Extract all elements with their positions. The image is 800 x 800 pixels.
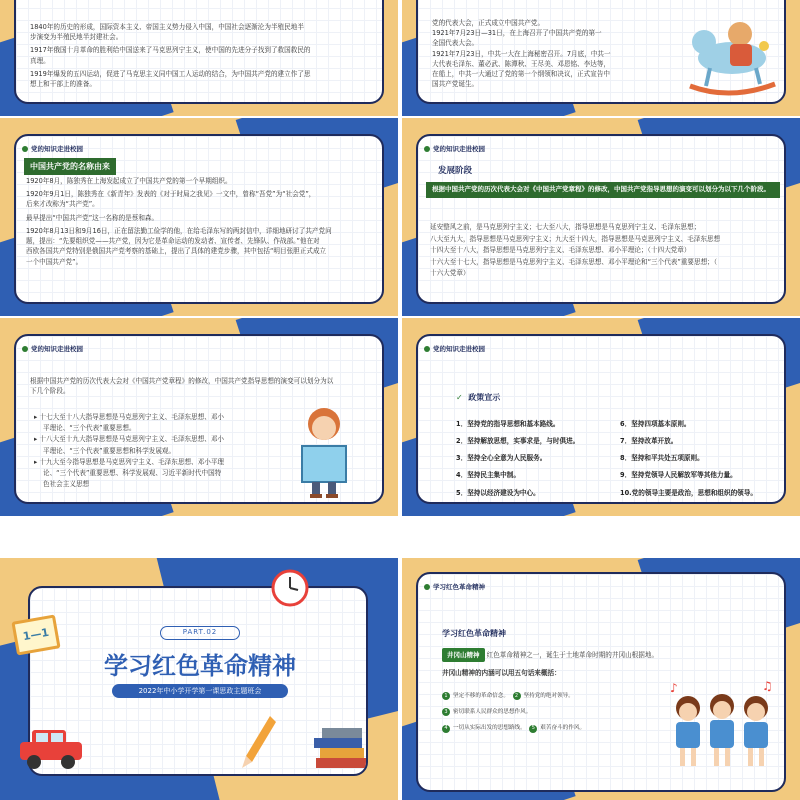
svg-text:♪: ♪ <box>670 681 678 695</box>
text-line: 国共产党诞生。 <box>432 80 479 89</box>
slide-8-intro: 井冈山精神的内涵可以用五句话来概括： <box>442 669 561 677</box>
text-line: 步演变为半殖民地半封建社会。 <box>30 33 123 42</box>
list-item-text: 色社会主义思想 <box>43 480 90 489</box>
slide-8-list <box>442 688 642 737</box>
slide-4-text <box>430 222 782 280</box>
slide-6-right-list <box>620 416 784 502</box>
text-line: 真理。 <box>30 56 50 65</box>
list-item-text: 十九大至今指导思想是马克思列宁主义、毛泽东思想、邓小平理 <box>39 457 225 466</box>
text-line: 1921年7月23日—31日，在上海召开了中国共产党的第一 <box>432 29 602 38</box>
list-item: ▸ 十七大至十八大指导思想是马克思列宁主义、毛泽东思想、邓小 <box>34 413 225 421</box>
section-subtitle: 2022年中小学开学第一课思政主题班会 <box>112 684 288 698</box>
text-line: 1840年的历史的形成，国际资本主义、帝国主义势力侵入中国，中国社会逐渐沦为半殖民地半 <box>30 23 304 31</box>
list-item <box>442 704 642 720</box>
list-item-text: 论、“三个代表”重要思想、科学发展观、习近平新时代中国特 <box>43 469 222 478</box>
slide-7[interactable] <box>0 558 398 800</box>
slide-2-text <box>432 18 682 90</box>
slide-tag <box>424 582 485 591</box>
heading-text: 政策宣示 <box>468 393 501 402</box>
text-line: 根据中国共产党的历次代表大会对《中国共产党章程》的修改，中国共产党指导思想的演变可以划分为以 <box>30 377 334 385</box>
slide-6-left-list <box>456 416 616 502</box>
slide-5-intro <box>30 376 382 396</box>
text-line: 下几个阶段。 <box>30 387 70 396</box>
tag-dot-icon <box>424 584 430 590</box>
toy-car-illustration <box>16 726 86 770</box>
text-line: 延安整风之前，是马克思列宁主义；七大至八大，指导思想是马克思列宁主义、毛泽东思想； <box>430 223 701 231</box>
list-item: ▸ 十八大至十九大指导思想是马克思列宁主义、毛泽东思想、邓小 <box>34 435 225 444</box>
list-item: 9．坚持党领导人民解放军等其他力量。 <box>620 471 737 480</box>
slide-4-card <box>416 134 786 304</box>
part-label: PART.02 <box>160 626 240 640</box>
slide-6[interactable] <box>402 318 800 516</box>
slide-tag <box>424 344 485 353</box>
text-line: 在船上，中共一大通过了党的第一个纲领和决议，正式宣告中 <box>432 70 611 79</box>
tag-label: 学习红色革命精神 <box>433 583 485 591</box>
clock-icon <box>270 568 310 608</box>
list-item: 3．坚持全心全意为人民服务。 <box>456 454 547 463</box>
list-item <box>442 688 642 704</box>
tag-dot-icon <box>424 346 430 352</box>
slide-6-card <box>416 334 786 504</box>
text-line: 党的代表大会，正式成立中国共产党。 <box>432 19 545 27</box>
text-line: 题，提出：“先要组织党——共产党，因为它是革命运动的发动者、宣传者、先锋队、作战部。”他在对 <box>26 237 320 246</box>
text-line: 1920年8月13日和9月16日，正在留法勤工俭学的他，在给毛泽东写的两封信中，详细地研讨了共产党问 <box>26 226 332 235</box>
number-card: 1—1 <box>11 614 60 655</box>
text-line: 十六大至十七大，指导思想是马克思列宁主义、毛泽东思想、邓小平理论和“三个代表”重要思想；（ <box>430 257 718 266</box>
tag-label: 党的知识走进校园 <box>31 345 83 353</box>
slide-3-heading <box>24 158 116 175</box>
list-item: 8．坚持和平共处五项原则。 <box>620 454 704 463</box>
boy-holding-board-illustration <box>284 402 364 502</box>
slide-3-card <box>14 134 384 304</box>
text-line: 西欧各国共产党特别是俄国共产党考察的基础上，提出了具体的建党步骤，其中包括“明目张胆正式成立 <box>26 247 327 256</box>
text-line: 八大至九大，指导思想是马克思列宁主义；九大至十四大，指导思想是马克思列宁主义、毛泽东思想 <box>430 234 721 243</box>
text-line: 全国代表大会。 <box>432 39 479 48</box>
list-item-text: 坚持党的绝对领导。 <box>523 693 574 699</box>
slide-8-card <box>416 572 786 792</box>
slide-5-card <box>14 334 384 504</box>
books-stack-illustration <box>310 714 368 774</box>
text-line: 1920年8月，陈独秀在上海发起成立了中国共产党的第一个早期组织。 <box>26 177 232 185</box>
slide-1-card <box>14 0 384 104</box>
heading-text: 中国共产党的名称由来 <box>30 162 110 171</box>
slide-tag <box>22 344 83 353</box>
list-item-text: 十七大至十八大指导思想是马克思列宁主义、毛泽东思想、邓小 <box>39 413 225 421</box>
text-line: 想上和干部上的准备。 <box>30 80 96 89</box>
text-line: 1921年7月23日，中共一大在上海秘密召开。7月底，中共一 <box>432 49 611 58</box>
tag-dot-icon <box>22 146 28 152</box>
number-badge: 3 <box>442 708 450 716</box>
slide-8[interactable] <box>402 558 800 800</box>
slide-tag <box>424 144 485 153</box>
text-line: 1917年俄国十月革命的胜利给中国送来了马克思列宁主义，使中国的先进分子找到了救国救民的 <box>30 46 311 55</box>
tag-label: 党的知识走进校园 <box>31 145 83 153</box>
list-item: 4．坚持民主集中制。 <box>456 471 520 480</box>
list-item: ▸ 十九大至今指导思想是马克思列宁主义、毛泽东思想、邓小平理 <box>34 457 225 466</box>
number-badge: 4 <box>442 725 450 733</box>
svg-text:♫: ♫ <box>762 679 773 693</box>
list-item: 7．坚持改革开放。 <box>620 437 678 446</box>
list-item-text: 平理论、“三个代表”重要思想和科学发展观。 <box>43 446 176 455</box>
slide-2[interactable] <box>402 0 800 116</box>
list-item: 2．坚持解放思想，实事求是，与时俱进。 <box>456 437 580 446</box>
slide-tag <box>22 144 83 153</box>
list-item-text: 十八大至十九大指导思想是马克思列宁主义、毛泽东思想、邓小 <box>39 435 225 444</box>
slide-1[interactable] <box>0 0 398 116</box>
list-item <box>442 720 642 736</box>
list-item: 6．坚持四项基本原则。 <box>620 420 691 428</box>
number-badge: 5 <box>529 725 537 733</box>
slide-4-heading: 发展阶段 <box>438 166 473 176</box>
list-item-text: 坚定不移的革命信念。 <box>453 693 509 699</box>
text-line: 一个中国共产党”。 <box>26 257 83 266</box>
slide-5-list <box>34 412 274 490</box>
pencil-illustration <box>240 712 280 772</box>
text-line: 十六大党章） <box>430 269 470 278</box>
text-line: 1920年9月1日，陈独秀在《新青年》发表的《对于时局之我见》一文中，曾称“吾党”为“社会党”， <box>26 190 316 199</box>
list-item-text: 密切联系人民群众的思想作风。 <box>453 709 532 716</box>
text-line: 1919年爆发的五四运动，促进了马克思主义同中国工人运动的结合，为中国共产党的建立作了思 <box>30 69 311 78</box>
list-item-text: 平理论、“三个代表”重要思想。 <box>43 424 136 433</box>
text-line: 大代表毛泽东、董必武、陈潭秋、王尽美、邓恩铭、李达等， <box>432 59 611 68</box>
slide-1-text <box>30 22 380 89</box>
list-item: 1．坚持党的指导思想和基本路线。 <box>456 420 560 428</box>
list-item: 10.党的领导主要是政治，思想和组织的领导。 <box>620 488 757 497</box>
spirit-description: 红色革命精神之一，诞生于土地革命时期的井冈山根据地。 <box>486 651 659 659</box>
section-title: 学习红色革命精神 <box>104 652 296 680</box>
singing-children-illustration <box>662 678 782 778</box>
slide-3[interactable] <box>0 118 398 316</box>
slide-2-card <box>416 0 786 104</box>
spirit-pill: 井冈山精神 <box>442 648 485 662</box>
text-line: 后来才改称为“共产党”。 <box>26 200 99 209</box>
rocking-horse-illustration <box>680 6 780 96</box>
slide-8-pill-row <box>442 648 782 662</box>
tag-label: 党的知识走进校园 <box>433 145 485 153</box>
slide-3-text <box>26 176 382 267</box>
slide-6-heading <box>456 392 500 403</box>
check-icon: ✓ <box>456 393 463 402</box>
tag-dot-icon <box>424 146 430 152</box>
list-item-text: 一切从实际出发的思想路线。 <box>453 725 526 732</box>
number-badge: 2 <box>513 692 521 700</box>
slide-4-banner: 根据中国共产党的历次代表大会对《中国共产党章程》的修改，中国共产党指导思想的演变可以划分为以下几个阶段。 <box>426 182 780 198</box>
number-badge: 1 <box>442 692 450 700</box>
text-line: 十四大至十八大，指导思想是马克思列宁主义、毛泽东思想、邓小平理论；（十四大党章） <box>430 246 691 255</box>
tag-dot-icon <box>22 346 28 352</box>
slide-8-heading: 学习红色革命精神 <box>442 629 506 638</box>
list-item: 5．坚持以经济建设为中心。 <box>456 488 540 497</box>
list-item-text: 艰苦奋斗的作风。 <box>540 725 586 732</box>
slide-4[interactable] <box>402 118 800 316</box>
slide-5[interactable] <box>0 318 398 516</box>
text-line: 最早提出“中国共产党”这一名称的是蔡和森。 <box>26 213 159 222</box>
tag-label: 党的知识走进校园 <box>433 345 485 353</box>
